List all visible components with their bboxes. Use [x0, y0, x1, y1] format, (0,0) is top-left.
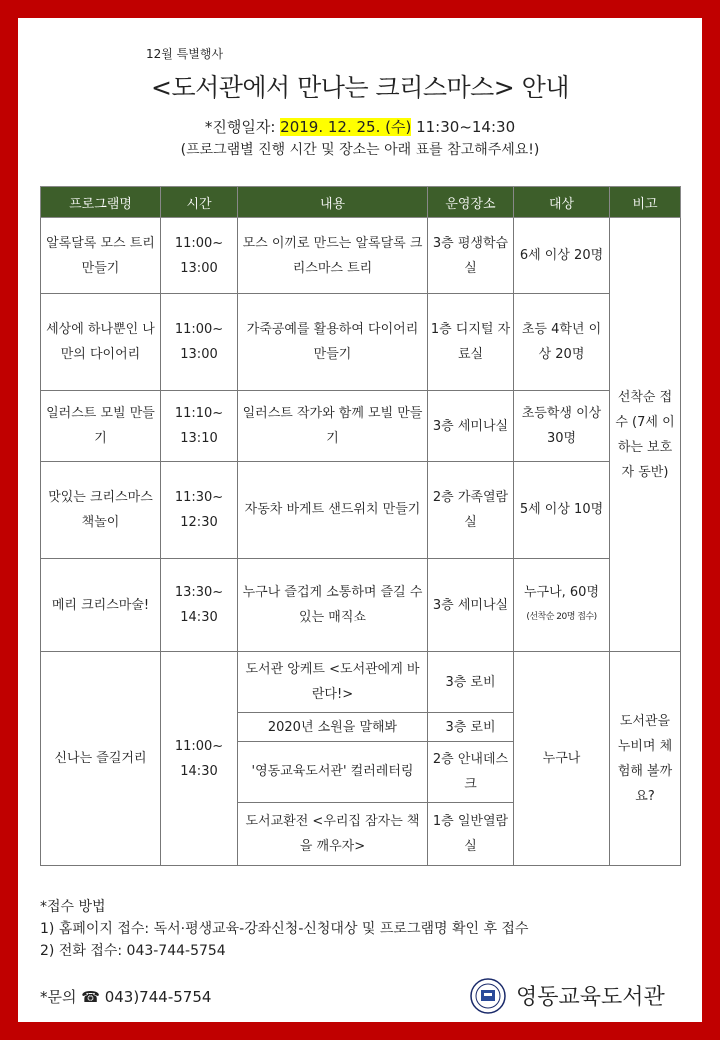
- registration-phone: 2) 전화 접수: 043-744-5754: [40, 943, 226, 959]
- table-row: [41, 390, 681, 461]
- registration-title: *접수 방법: [40, 899, 106, 915]
- header-time: 시간: [161, 187, 238, 218]
- event-subtitle: 12월 특별행사: [146, 47, 224, 61]
- program-target: 5세 이상 10명: [514, 462, 610, 559]
- program-content: 2020년 소원을 말해봐: [238, 713, 428, 741]
- program-target: 누구나: [514, 652, 610, 866]
- program-name: 세상에 하나뿐인 나만의 다이어리: [41, 294, 161, 391]
- program-target: 초등 4학년 이상 20명: [514, 294, 610, 391]
- registration-online: 1) 홈페이지 접수: 독서·평생교육-강좌신청-신청대상 및 프로그램명 확인 후 접수: [40, 921, 529, 937]
- program-time: 11:00~ 13:00: [161, 218, 238, 294]
- program-place: 3층 로비: [428, 713, 514, 741]
- table-row: [41, 462, 681, 559]
- event-date-highlight: 2019. 12. 25. (수): [280, 118, 412, 136]
- program-content: 도서교환전 <우리집 잠자는 책을 깨우자>: [238, 802, 428, 865]
- table-row: [41, 558, 681, 652]
- target-note: (선착순 20명 접수): [526, 612, 597, 623]
- header-note: 비고: [610, 187, 681, 218]
- header-target: 대상: [514, 187, 610, 218]
- schedule-note: (프로그램별 진행 시간 및 장소는 아래 표를 참고해주세요!): [180, 142, 540, 158]
- program-time: 11:30~ 12:30: [161, 462, 238, 559]
- event-date-line: [18, 116, 702, 137]
- program-place: 3층 세미나실: [428, 558, 514, 652]
- announcement-page: [18, 18, 702, 1022]
- table-row: [41, 652, 681, 713]
- program-target: 초등학생 이상 30명: [514, 390, 610, 461]
- header-program: 프로그램명: [41, 187, 161, 218]
- program-target: 6세 이상 20명: [514, 218, 610, 294]
- table-row: [41, 218, 681, 294]
- program-name: 일러스트 모빌 만들기: [41, 390, 161, 461]
- program-name: 메리 크리스마술!: [41, 558, 161, 652]
- program-place: 3층 세미나실: [428, 390, 514, 461]
- program-place: 1층 디지털 자료실: [428, 294, 514, 391]
- program-name: 알록달록 모스 트리 만들기: [41, 218, 161, 294]
- program-place: 3층 로비: [428, 652, 514, 713]
- program-note-first-come: 선착순 접수 (7세 이하는 보호자 동반): [610, 218, 681, 652]
- library-seal-logo: [470, 978, 506, 1014]
- program-content: '영동교육도서관' 컬러레터링: [238, 741, 428, 802]
- program-time: 11:00~ 14:30: [161, 652, 238, 866]
- header-content: 내용: [238, 187, 428, 218]
- date-label: *진행일자:: [204, 118, 281, 136]
- program-time: 11:10~ 13:10: [161, 390, 238, 461]
- program-content: 일러스트 작가와 함께 모빌 만들기: [238, 390, 428, 461]
- program-target: [514, 558, 610, 652]
- program-table: [40, 186, 681, 866]
- program-place: 2층 가족열람실: [428, 462, 514, 559]
- program-place: 1층 일반열람실: [428, 802, 514, 865]
- organization-name: 영동교육도서관: [516, 985, 665, 1010]
- header-place: 운영장소: [428, 187, 514, 218]
- page-title: <도서관에서 만나는 크리스마스> 안내: [151, 73, 569, 102]
- contact-info: *문의 ☎ 043)744-5754: [40, 988, 212, 1006]
- program-name: 맛있는 크리스마스 책놀이: [41, 462, 161, 559]
- program-time: 11:00~ 13:00: [161, 294, 238, 391]
- program-name: 신나는 즐길거리: [41, 652, 161, 866]
- program-content: 모스 이끼로 만드는 알록달록 크리스마스 트리: [238, 218, 428, 294]
- table-row: [41, 294, 681, 391]
- program-time: 13:30~ 14:30: [161, 558, 238, 652]
- program-content: 누구나 즐겁게 소통하며 즐길 수 있는 매직쇼: [238, 558, 428, 652]
- program-note-experience: 도서관을 누비며 체험해 볼까요?: [610, 652, 681, 866]
- target-text: 누구나, 60명: [523, 585, 600, 601]
- program-place: 2층 안내데스크: [428, 741, 514, 802]
- program-place: 3층 평생학습실: [428, 218, 514, 294]
- program-content: 도서관 앙케트 <도서관에게 바란다!>: [238, 652, 428, 713]
- event-time: 11:30~14:30: [411, 118, 516, 136]
- program-content: 가죽공예를 활용하여 다이어리 만들기: [238, 294, 428, 391]
- program-content: 자동차 바게트 샌드위치 만들기: [238, 462, 428, 559]
- table-header-row: [41, 187, 681, 218]
